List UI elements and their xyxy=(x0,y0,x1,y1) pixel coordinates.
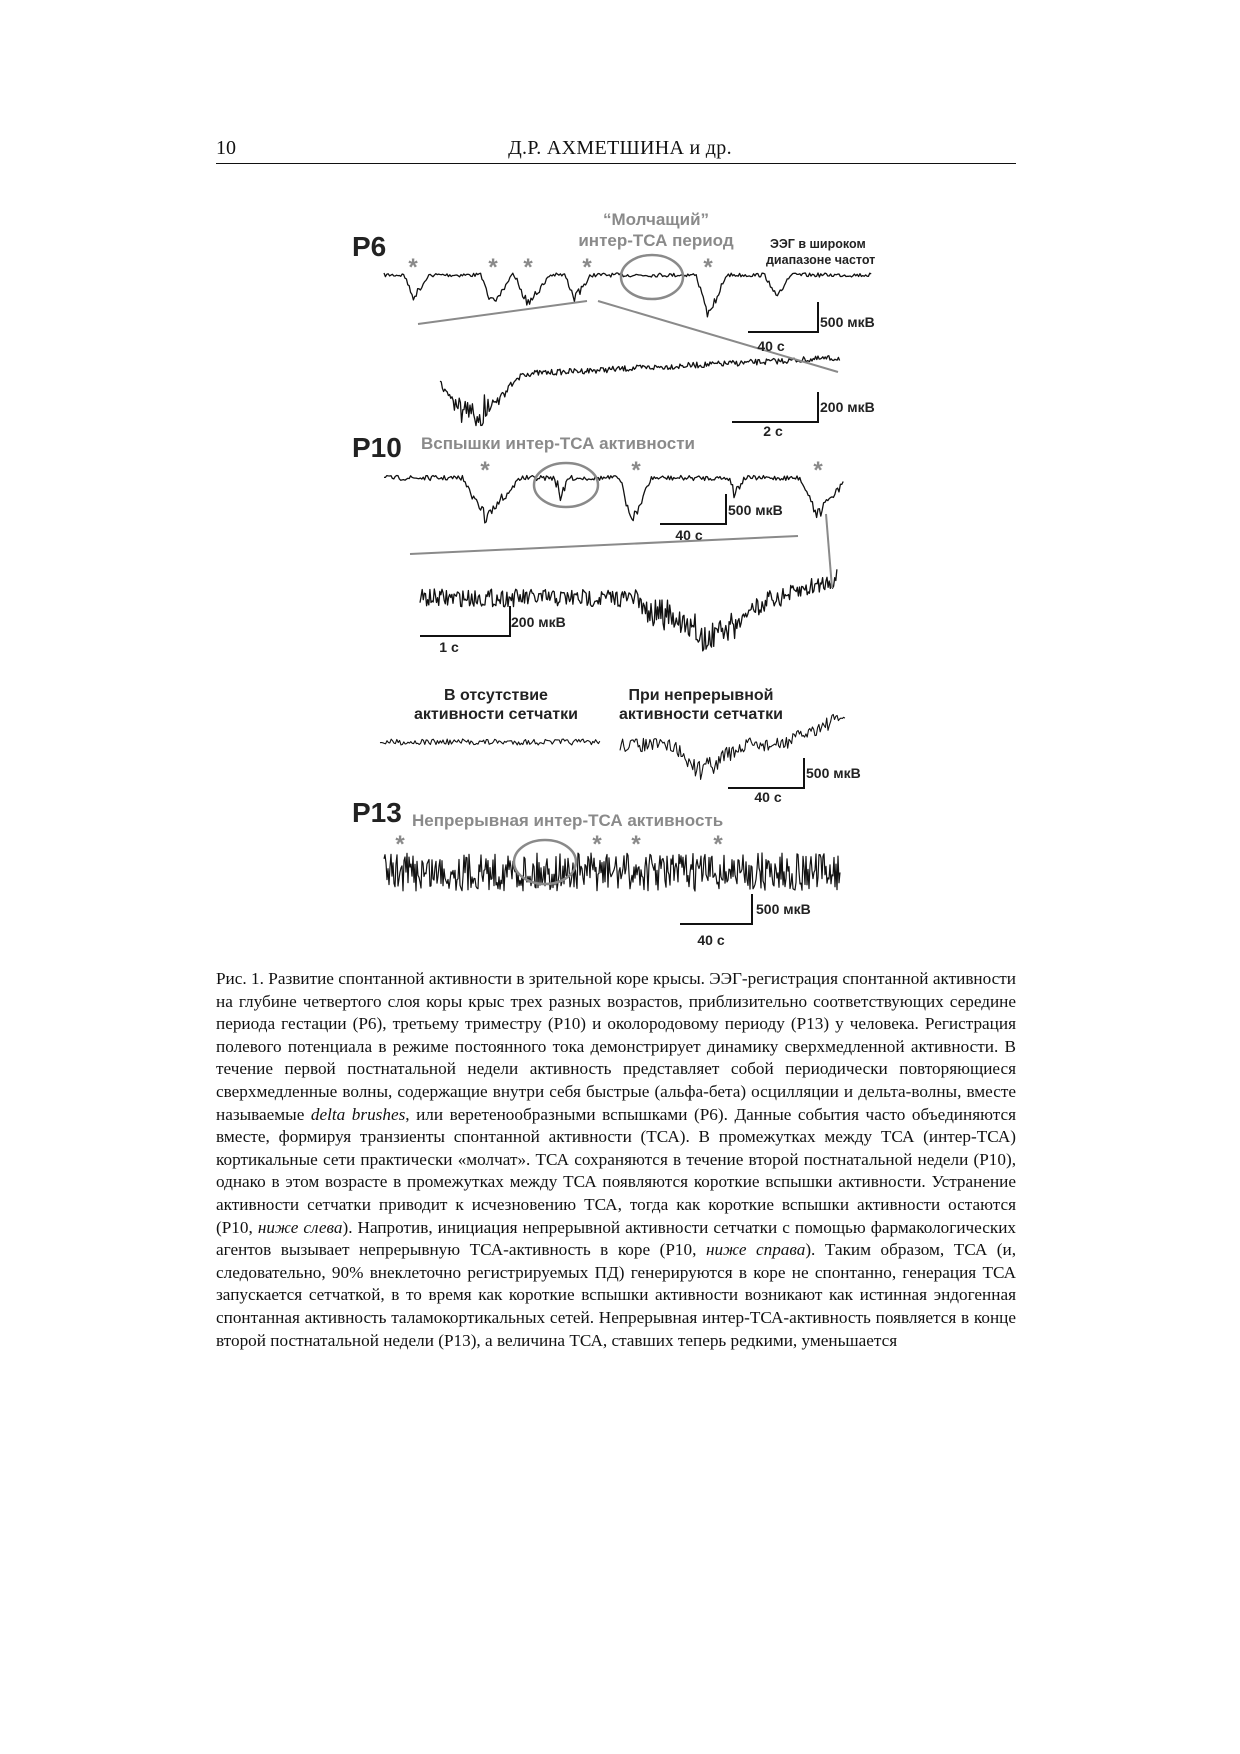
p6-star-4: * xyxy=(582,254,592,281)
p6-eeg-label-1: ЭЭГ в широком xyxy=(770,237,866,251)
caption-italic-1: delta brushes xyxy=(310,1104,406,1124)
p10-scale-time: 40 с xyxy=(675,527,703,543)
p10-scale-bar xyxy=(660,494,726,524)
p13-scale-bar xyxy=(680,894,752,924)
p13-star-2: * xyxy=(592,831,602,858)
p13-age-label: P13 xyxy=(352,797,402,828)
p13-star-1: * xyxy=(395,831,405,858)
p6-zoom-scale-amplitude: 200 мкВ xyxy=(820,399,875,415)
p10-sub-scale-bar xyxy=(728,758,804,788)
p10-star-1: * xyxy=(480,457,490,484)
p6-scale-bar xyxy=(748,302,818,332)
p6-star-2: * xyxy=(488,254,498,281)
running-head: Д.Р. АХМЕТШИНА и др. xyxy=(508,137,732,159)
p10-scale-amplitude: 500 мкВ xyxy=(728,502,783,518)
p13-trace xyxy=(384,853,840,891)
p6-star-5: * xyxy=(703,254,713,281)
p6-silent-period-label-1: “Молчащий” xyxy=(602,210,710,229)
p10-star-2: * xyxy=(631,457,641,484)
p10-retina-label-1: При непрерывной xyxy=(628,687,774,704)
p10-zoom-trace xyxy=(420,569,837,651)
p6-star-1: * xyxy=(408,254,418,281)
caption-text-4: ). Таким образом, ТСА (и, следовательно, 90% внеклеточно регистрируемых ПД) генерируются в коре не спонтанно, генерация ТСА запускается сетчаткой, в то время как короткие вспышки активности возникают как истинная эндогенная спонтанная активность таламокортикальных сетей. Непрерывная интер-ТСА-активность появляется в конце второй постнатальной недели (P13), а величина ТСА, ставших теперь редкими, уменьшается xyxy=(216,1240,1016,1350)
p10-title: Вспышки интер-ТСА активности xyxy=(421,434,696,453)
p13-scale-amplitude: 500 мкВ xyxy=(756,901,811,917)
p10-age-label: P10 xyxy=(352,432,402,463)
p6-eeg-label-2: диапазоне частот xyxy=(766,253,876,267)
caption-text-2: , или веретенообразными вспышками (P6). Данные события часто объединяются вместе, формируя транзиенты спонтанной активности (ТСА). В промежутках между ТСА (интер-ТСА) кортикальные сети практически «молчат». ТСА сохраняются в течение второй постнатальной недели (P10), однако в этом возрасте в промежутках между ТСА появляются короткие вспышки активности. Устранение активности сетчатки приводит к исчезновению ТСА, тогда как короткие вспышки активности остаются (P10, xyxy=(216,1104,1016,1237)
p10-no-retina-trace xyxy=(380,739,600,745)
p10-zoom-guide-left xyxy=(410,536,798,554)
p13-star-3: * xyxy=(631,831,641,858)
p10-star-3: * xyxy=(813,457,823,484)
p10-zoom-scale-bar xyxy=(420,606,510,636)
p13-star-4: * xyxy=(713,831,723,858)
p6-age-label: P6 xyxy=(352,231,387,262)
caption-italic-2: ниже слева xyxy=(257,1217,343,1237)
caption-text-1: Рис. 1. Развитие спонтанной активности в зрительной коре крысы. ЭЭГ-регистрация спонтанной активности на глубине четвертого слоя коры крыс трех разных возрастов, приблизительно соответствующих середине периода гестации (P6), третьему триместру (P10) и околородовому периоду (P13) у человека. Регистрация полевого потенциала в режиме постоянного тока демонстрирует динамику сверхмедленной активности. В течение первой постнатальной недели активность представляет собой периодически повторяющиеся сверхмедленные волны, содержащие внутри себя быстрые (альфа-бета) осцилляции и дельта-волны, вместе называемые xyxy=(216,969,1016,1124)
page-number: 10 xyxy=(216,137,236,159)
eeg-traces xyxy=(380,273,871,891)
p6-star-3: * xyxy=(523,254,533,281)
p10-zoom-scale-time: 1 с xyxy=(439,639,459,655)
p10-retina-label-2: активности сетчатки xyxy=(619,706,783,723)
p10-sub-scale-time: 40 с xyxy=(754,789,782,805)
p6-silent-period-label-2: интер-ТСА период xyxy=(578,231,734,250)
figure-caption xyxy=(216,968,1016,1352)
caption-text-3: ). Напротив, инициация непрерывной активности сетчатки с помощью фармакологических агентов вызывает непрерывную ТСА-активность в коре (P10, xyxy=(216,1217,1016,1260)
caption-italic-3: ниже справа xyxy=(705,1240,806,1260)
p10-zoom-scale-amplitude: 200 мкВ xyxy=(511,614,566,630)
p10-no-retina-label-1: В отсутствие xyxy=(444,687,548,704)
p10-no-retina-label-2: активности сетчатки xyxy=(414,706,578,723)
p6-scale-time: 40 с xyxy=(757,338,785,354)
p6-zoom-scale-bar xyxy=(732,392,818,422)
p13-title: Непрерывная интер-ТСА активность xyxy=(412,811,724,830)
p6-scale-amplitude: 500 мкВ xyxy=(820,314,875,330)
p6-zoom-scale-time: 2 с xyxy=(763,423,783,439)
p6-zoom-guide-left xyxy=(418,301,587,324)
p13-scale-time: 40 с xyxy=(697,932,725,948)
p6-zoom-trace xyxy=(440,356,840,426)
p10-sub-scale-amplitude: 500 мкВ xyxy=(806,765,861,781)
